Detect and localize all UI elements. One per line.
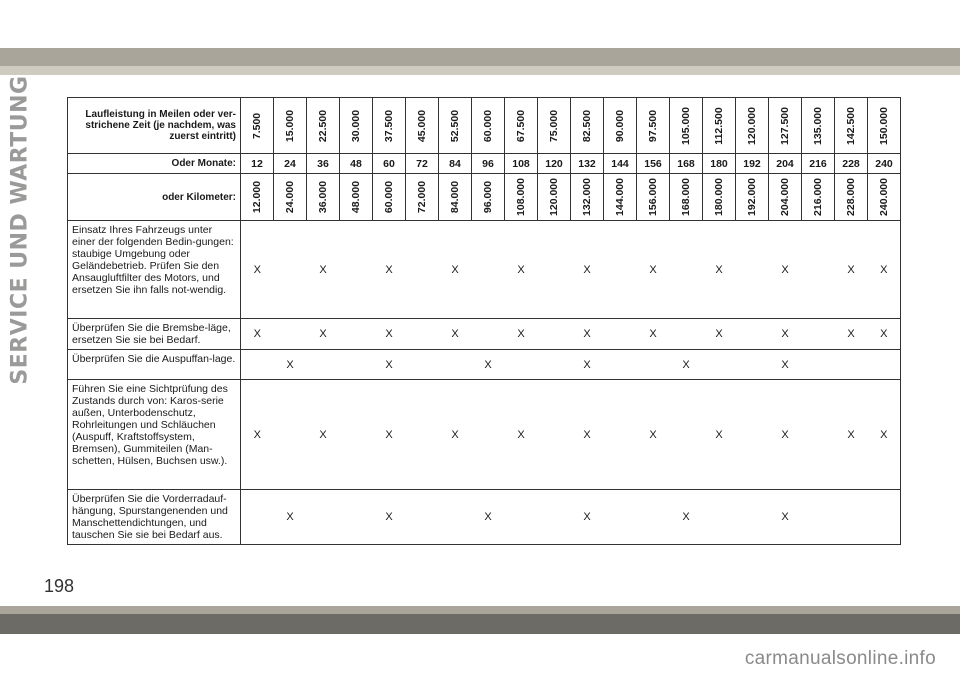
interval-mark [802,490,835,545]
interval-mark: X [439,380,472,490]
km-value: 36.000 [317,180,329,214]
km-cell [406,174,439,221]
interval-mark [538,380,571,490]
interval-mark [406,490,439,545]
miles-cell [835,98,868,154]
months-cell: 72 [406,154,439,174]
table-row [68,319,901,350]
miles-cell [439,98,472,154]
miles-cell [340,98,373,154]
task-description: Überprüfen Sie die Bremsbe-läge, ersetzen Sie sie bei Bedarf. [68,319,241,350]
interval-mark [604,380,637,490]
interval-mark [604,350,637,380]
interval-mark [307,350,340,380]
interval-mark: X [571,319,604,350]
interval-mark: X [472,350,505,380]
months-cell: 240 [868,154,901,174]
miles-value: 22.500 [317,109,329,142]
interval-mark: X [241,221,274,319]
task-description: Überprüfen Sie die Auspuffan-lage. [68,350,241,380]
interval-mark [670,221,703,319]
interval-mark [736,490,769,545]
months-cell: 60 [373,154,406,174]
km-value: 108.000 [515,178,527,216]
interval-mark [703,350,736,380]
interval-mark [604,221,637,319]
interval-mark [604,319,637,350]
interval-mark [802,319,835,350]
miles-cell [472,98,505,154]
miles-value: 30.000 [350,109,362,142]
interval-mark: X [571,350,604,380]
km-value: 60.000 [383,180,395,214]
interval-mark: X [637,221,670,319]
interval-mark: X [835,319,868,350]
miles-cell [703,98,736,154]
miles-value: 90.000 [614,109,626,142]
months-cell: 168 [670,154,703,174]
header-months: Oder Monate: [68,154,241,174]
interval-mark [472,319,505,350]
months-cell: 12 [241,154,274,174]
km-cell [307,174,340,221]
km-cell [571,174,604,221]
km-value: 120.000 [548,178,560,216]
interval-mark [835,350,868,380]
miles-cell [538,98,571,154]
miles-cell [505,98,538,154]
table-row [68,174,901,221]
maintenance-table [67,97,901,545]
km-value: 96.000 [482,180,494,214]
months-cell: 156 [637,154,670,174]
km-cell [538,174,571,221]
interval-mark [274,221,307,319]
interval-mark [868,350,901,380]
km-value: 156.000 [647,178,659,216]
interval-mark [703,490,736,545]
months-cell: 228 [835,154,868,174]
interval-mark: X [769,319,802,350]
interval-mark: X [868,319,901,350]
watermark: carmanualsonline.info [744,648,936,669]
miles-value: 120.000 [746,106,758,145]
miles-cell [571,98,604,154]
table-row [68,98,901,154]
interval-mark: X [241,319,274,350]
task-description: Führen Sie eine Sichtprüfung des Zustands durch von: Karos-serie außen, Unterbodenschutz, Rohrleitungen und Schläuchen (Auspuff, Kraftstoffsystem, Bremsen), Gummiteilen (Man-schetten, Hülsen, Buchsen usw.). [68,380,241,490]
km-cell [604,174,637,221]
interval-mark [670,380,703,490]
interval-mark [472,221,505,319]
km-cell [769,174,802,221]
interval-mark [406,319,439,350]
miles-cell [670,98,703,154]
interval-mark [241,350,274,380]
km-value: 228.000 [845,178,857,216]
km-value: 132.000 [581,178,593,216]
interval-mark: X [571,221,604,319]
km-cell [637,174,670,221]
km-cell [274,174,307,221]
interval-mark: X [670,350,703,380]
interval-mark: X [373,490,406,545]
months-cell: 144 [604,154,637,174]
km-value: 180.000 [713,178,725,216]
miles-value: 135.000 [812,106,824,145]
table-row [68,380,901,490]
km-value: 72.000 [416,180,428,214]
km-value: 168.000 [680,178,692,216]
interval-mark [439,350,472,380]
interval-mark [802,221,835,319]
km-cell [241,174,274,221]
side-title-text: SERVICE UND WARTUNG [7,75,33,385]
interval-mark [406,380,439,490]
interval-mark: X [505,380,538,490]
km-value: 12.000 [251,180,263,214]
interval-mark [340,319,373,350]
interval-mark [505,350,538,380]
km-cell [835,174,868,221]
km-value: 240.000 [878,178,890,216]
interval-mark: X [373,221,406,319]
interval-mark: X [571,490,604,545]
miles-value: 127.500 [779,106,791,145]
miles-cell [241,98,274,154]
interval-mark: X [373,319,406,350]
interval-mark [340,490,373,545]
interval-mark [538,221,571,319]
miles-value: 150.000 [878,106,890,145]
interval-mark: X [769,221,802,319]
miles-cell [637,98,670,154]
interval-mark: X [571,380,604,490]
interval-mark [538,350,571,380]
interval-mark: X [307,221,340,319]
interval-mark [340,350,373,380]
table-row [68,350,901,380]
interval-mark [439,490,472,545]
bottom-band-light [0,606,960,614]
interval-mark [340,380,373,490]
top-band-light [0,66,960,75]
km-cell [472,174,505,221]
bottom-band [0,614,960,634]
months-cell: 120 [538,154,571,174]
interval-mark [637,490,670,545]
table-row [68,490,901,545]
interval-mark [241,490,274,545]
km-value: 192.000 [746,178,758,216]
interval-mark: X [703,380,736,490]
interval-mark: X [505,221,538,319]
months-cell: 192 [736,154,769,174]
months-cell: 204 [769,154,802,174]
interval-mark: X [637,319,670,350]
interval-mark [637,350,670,380]
interval-mark [868,490,901,545]
km-value: 48.000 [350,180,362,214]
miles-cell [307,98,340,154]
months-cell: 180 [703,154,736,174]
interval-mark: X [868,221,901,319]
miles-cell [373,98,406,154]
months-cell: 84 [439,154,472,174]
task-description: Einsatz Ihres Fahrzeugs unter einer der folgenden Bedin-gungen: staubige Umgebung oder Geländebetrieb. Prüfen Sie den Ansaugluftfilter des Motors, und ersetzen Sie ihn falls not-wendig. [68,221,241,319]
interval-mark: X [835,380,868,490]
interval-mark [274,319,307,350]
header-km: oder Kilometer: [68,174,241,221]
interval-mark [538,490,571,545]
table-row [68,154,901,174]
km-cell [703,174,736,221]
interval-mark [736,221,769,319]
months-cell: 96 [472,154,505,174]
interval-mark: X [439,221,472,319]
interval-mark: X [373,350,406,380]
miles-value: 37.500 [383,109,395,142]
miles-cell [604,98,637,154]
months-cell: 48 [340,154,373,174]
miles-value: 7.500 [251,112,263,139]
interval-mark [736,350,769,380]
miles-value: 142.500 [845,106,857,145]
interval-mark: X [274,350,307,380]
miles-cell [868,98,901,154]
interval-mark [604,490,637,545]
miles-value: 60.000 [482,109,494,142]
interval-mark [538,319,571,350]
miles-value: 15.000 [284,109,296,142]
miles-value: 82.500 [581,109,593,142]
interval-mark: X [373,380,406,490]
months-cell: 108 [505,154,538,174]
miles-cell [736,98,769,154]
interval-mark: X [703,319,736,350]
months-cell: 132 [571,154,604,174]
km-value: 144.000 [614,178,626,216]
interval-mark [736,380,769,490]
interval-mark [274,380,307,490]
interval-mark: X [703,221,736,319]
interval-mark: X [307,319,340,350]
interval-mark: X [637,380,670,490]
interval-mark [835,490,868,545]
months-cell: 216 [802,154,835,174]
interval-mark: X [769,490,802,545]
km-value: 204.000 [779,178,791,216]
interval-mark [307,490,340,545]
miles-cell [406,98,439,154]
interval-mark [736,319,769,350]
interval-mark: X [769,350,802,380]
miles-value: 45.000 [416,109,428,142]
miles-value: 67.500 [515,109,527,142]
months-cell: 24 [274,154,307,174]
interval-mark: X [835,221,868,319]
interval-mark: X [670,490,703,545]
months-cell: 36 [307,154,340,174]
interval-mark [505,490,538,545]
interval-mark: X [505,319,538,350]
interval-mark: X [868,380,901,490]
miles-cell [769,98,802,154]
interval-mark [670,319,703,350]
task-description: Überprüfen Sie die Vorderradauf-hängung, Spurstangenenden und Manschettendichtungen, und tauschen Sie sie bei Bedarf aus. [68,490,241,545]
interval-mark: X [472,490,505,545]
miles-value: 97.500 [647,109,659,142]
km-value: 216.000 [812,178,824,216]
interval-mark: X [769,380,802,490]
interval-mark: X [241,380,274,490]
km-cell [340,174,373,221]
km-cell [868,174,901,221]
interval-mark [802,350,835,380]
miles-cell [802,98,835,154]
km-cell [670,174,703,221]
interval-mark: X [307,380,340,490]
km-value: 24.000 [284,180,296,214]
miles-value: 52.500 [449,109,461,142]
interval-mark [406,350,439,380]
interval-mark: X [439,319,472,350]
table-row [68,221,901,319]
km-cell [736,174,769,221]
interval-mark [406,221,439,319]
interval-mark [340,221,373,319]
interval-mark [802,380,835,490]
header-miles: Laufleistung in Meilen oder ver-strichene Zeit (je nachdem, was zuerst eintritt) [68,98,241,154]
interval-mark: X [274,490,307,545]
miles-value: 105.000 [680,106,692,145]
km-cell [373,174,406,221]
top-band [0,48,960,66]
km-cell [439,174,472,221]
km-cell [802,174,835,221]
interval-mark [472,380,505,490]
miles-cell [274,98,307,154]
km-cell [505,174,538,221]
miles-value: 75.000 [548,109,560,142]
km-value: 84.000 [449,180,461,214]
miles-value: 112.500 [713,106,725,145]
page-number: 198 [44,576,75,596]
